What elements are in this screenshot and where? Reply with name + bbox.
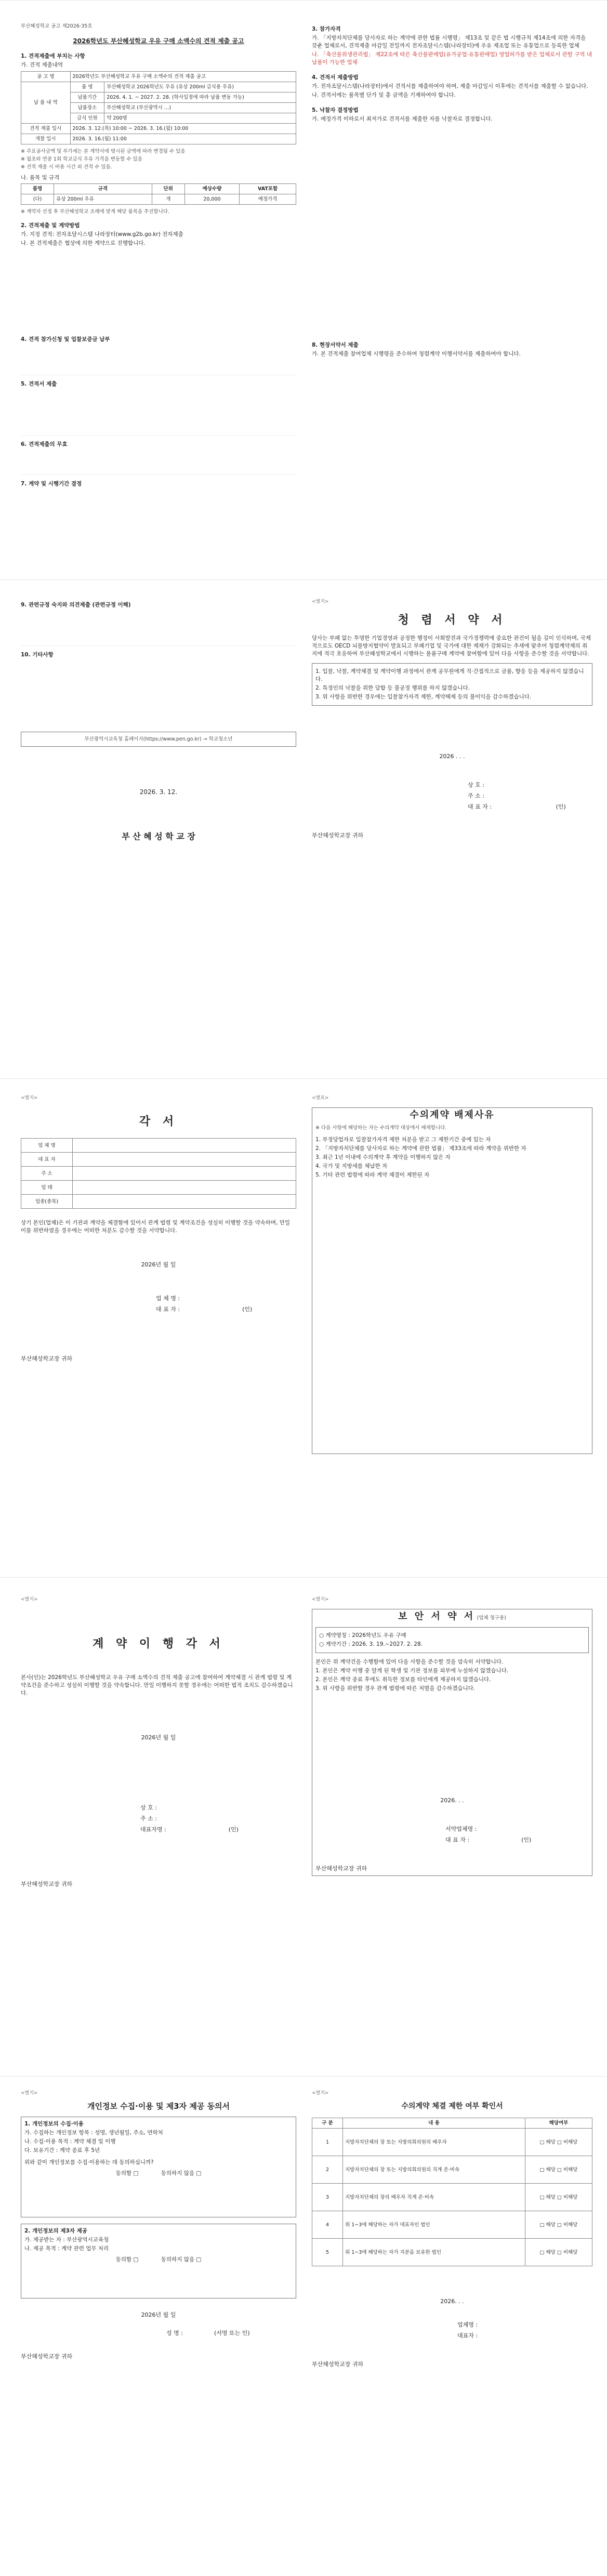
- bid-info-table: [21, 71, 296, 144]
- table-cell: 납 품 내 역: [21, 82, 71, 124]
- table-cell[interactable]: □ 해당 □ 비해당: [525, 2211, 592, 2239]
- section-4r-text-2: 나. 견적서에는 품목별 단가 및 총 금액을 기재하여야 합니다.: [312, 92, 456, 98]
- performance-pledge-title: 계 약 이 행 각 서: [93, 1637, 225, 1650]
- exclusion-title: 수의계약 배제사유: [410, 1109, 495, 1120]
- section-1-heading: 1. 견적제출에 부치는 사항: [21, 53, 85, 59]
- privacy-s1-text-3: 다. 보유기간 : 계약 종료 후 5년: [24, 2147, 100, 2154]
- announcement-page-3: [21, 598, 296, 840]
- seal-mark: (인): [228, 1826, 239, 1833]
- privacy-s1-text-1: 가. 수집하는 개인정보 항목 : 성명, 생년월일, 주소, 연락처: [24, 2130, 163, 2136]
- security-pledge-box: [312, 1609, 592, 1876]
- security-pledge-subtitle: (업체 청구용): [477, 1615, 506, 1621]
- security-item-2: 2. 본인은 계약 종료 후에도 취득한 정보를 타인에게 제공하지 않겠습니다.: [315, 1676, 491, 1683]
- table-cell[interactable]: □ 해당 □ 비해당: [525, 2129, 592, 2156]
- form-mark: <별지>: [21, 2091, 38, 2096]
- exclusion-item-3: 3. 최근 1년 이내에 수의계약 후 계약을 이행하지 않은 자: [315, 1154, 451, 1160]
- section-4r-text: 가. 전자조달시스템(나라장터)에서 견적서를 제출하여야 하며, 제출 마감일시 이후에는 견적서를 제출할 수 없습니다.: [312, 83, 588, 89]
- privacy-s1-text-2: 나. 수집·이용 목적 : 계약 체결 및 이행: [24, 2138, 116, 2145]
- table-cell: 견적 제출 일시: [21, 124, 71, 134]
- privacy-sign: [166, 2329, 296, 2337]
- sign-representative: [445, 1836, 589, 1844]
- table-cell[interactable]: □ 해당 □ 비해당: [525, 2239, 592, 2266]
- written-pledge-date: 2026년 월 일: [141, 1261, 176, 1268]
- sign-representative: [468, 803, 592, 811]
- table-header: 단위: [152, 184, 184, 194]
- security-pledge-recipient: 부산혜성학교장 귀하: [315, 1865, 367, 1872]
- table-cell: 약 200명: [104, 113, 296, 124]
- integrity-pledge-items: [312, 663, 592, 706]
- table-row: [312, 2129, 592, 2156]
- contract-name: ○ 계약명칭 : 2026학년도 우유 구매: [319, 1632, 406, 1639]
- table-cell: 예정가격: [240, 194, 296, 205]
- table-cell: 납품장소: [70, 103, 104, 113]
- exclusion-spacer: [315, 1180, 589, 1450]
- section-8-heading: 8. 현장서약서 제출: [312, 342, 359, 348]
- pledge-date: 2026 . . .: [439, 753, 465, 760]
- table-cell: [73, 1181, 296, 1195]
- sheet-3: [0, 1078, 607, 1578]
- sign-address: 주 소 :: [468, 792, 484, 799]
- table-cell: 5: [312, 2239, 343, 2266]
- sign-representative: 대표자 :: [457, 2332, 478, 2339]
- security-pledge-text: 본인은 위 계약건을 수행함에 있어 다음 사항을 준수할 것을 엄숙히 서약합니다.: [315, 1659, 504, 1665]
- sign-rep-label: 대 표 자 :: [156, 1306, 180, 1313]
- exclusion-item-2: 2. 「지방자치단체를 당사자로 하는 계약에 관한 법률」 제33조에 따라 계약을 위반한 자: [315, 1145, 526, 1152]
- section-10-heading: 10. 기타사항: [21, 652, 54, 658]
- sign-name-label: 성 명 :: [166, 2330, 183, 2336]
- sign-address: 주 소 :: [140, 1815, 157, 1822]
- security-pledge-sign: [445, 1825, 589, 1844]
- written-pledge-page: [21, 1094, 296, 1363]
- table-header: 구 분: [312, 2118, 343, 2129]
- table-cell: 업 태: [21, 1181, 73, 1195]
- privacy-s2-text-1: 가. 제공받는 자 : 부산광역시교육청: [24, 2237, 109, 2243]
- section-4-heading: 4. 견적 참가신청 및 업찰보증금 납부: [21, 336, 110, 342]
- section-5r-text: 가. 예정가격 이하로서 최저가로 견적서를 제출한 자를 낙찰자로 결정합니다.: [312, 116, 493, 122]
- privacy-s2-heading: 2. 개인정보의 제3자 제공: [24, 2228, 87, 2234]
- section-2-heading: 2. 견적제출 및 계약방법: [21, 222, 80, 229]
- written-pledge-text: 상기 본인(업체)은 이 기관과 계약을 체결함에 있어서 관계 법령 및 계약조건을 성실히 이행할 것을 약속하며, 만일 이를 위반하였을 경우에는 어떠한 처분도 감수할 것을 서약합니다.: [21, 1220, 291, 1234]
- table-cell: [73, 1139, 296, 1153]
- written-pledge-title: 각 서: [139, 1115, 178, 1128]
- seal-mark: (인): [242, 1306, 253, 1313]
- integrity-pledge-page: [312, 598, 592, 839]
- pledge-item-2: 2. 특정인의 낙찰을 위한 담합 등 불공정 행위를 하지 않겠습니다.: [315, 685, 470, 691]
- section-3-text: 가. 「지방자치단체를 당사자로 하는 계약에 관한 법률 시행령」 제13조 및 같은 법 시행규칙 제14조에 의한 자격을 갖춘 업체로서, 견적제출 마감일 전일까지 전자조달시스템(나라장터)에 우유 제조업 또는 유통업으로 등록한 업체: [312, 35, 586, 49]
- disagree-checkbox[interactable]: 동의하지 않음 □: [161, 2256, 202, 2263]
- table-cell: 개찰 일시: [21, 134, 71, 144]
- disagree-checkbox[interactable]: 동의하지 않음 □: [161, 2170, 202, 2176]
- announcement-page-1: [21, 22, 296, 488]
- table-cell: 위 1~3에 해당하는 자가 지분을 보유한 법인: [343, 2239, 525, 2266]
- announcement-date: 2026. 3. 12.: [139, 788, 178, 796]
- section-1-sub2: 나. 품목 및 규격: [21, 175, 60, 181]
- sign-company: 상 호 :: [468, 782, 484, 788]
- security-pledge-title: 보 안 서 약 서: [398, 1611, 476, 1622]
- seal-mark: (인): [521, 1837, 532, 1843]
- note-a: ※ 주요공사금액 및 부가세는 본 계약서에 명시된 금액에 따라 변경될 수 있음: [21, 149, 186, 154]
- table-cell: [73, 1195, 296, 1209]
- form-mark: <별지>: [312, 599, 329, 604]
- table-cell: 급식 인원: [70, 113, 104, 124]
- sign-company: 업체명 :: [457, 2321, 478, 2328]
- security-pledge-title-row: [315, 1613, 589, 1622]
- pledge-sign-block: [468, 781, 592, 811]
- pledge-item-3: 3. 위 사항을 위반한 경우에는 입찰참가자격 제한, 계약해제 등의 불이익을 감수하겠습니다.: [315, 694, 532, 700]
- table-cell: 2026. 3. 16.(월) 11:00: [70, 134, 296, 144]
- table-cell: 업 체 명: [21, 1139, 73, 1153]
- exclusion-head: ※ 다음 사항에 해당하는 자는 수의계약 대상에서 배제합니다.: [315, 1125, 447, 1131]
- contract-period: ○ 계약기간 : 2026. 3. 19.~2027. 2. 28.: [319, 1641, 423, 1647]
- sheet-5: [0, 2076, 607, 2576]
- sign-rep-label: 대 표 자 :: [468, 803, 492, 810]
- sheet-4: [0, 1577, 607, 2077]
- table-row: [312, 2184, 592, 2211]
- table-cell[interactable]: □ 해당 □ 비해당: [525, 2184, 592, 2211]
- security-pledge-page: [312, 1596, 592, 1876]
- privacy-agree-question: 위와 같이 개인정보를 수집·이용하는 데 동의하십니까?: [24, 2159, 154, 2165]
- restriction-check-page: [312, 2090, 592, 2368]
- section-5-heading: 5. 견적서 제출: [21, 381, 57, 387]
- table-cell: 2026. 4. 1. ~ 2027. 2. 28. (학사일정에 따라 납품 변동 가능): [104, 93, 296, 103]
- pledge-recipient: 부산혜성학교장 귀하: [312, 832, 364, 839]
- exclusion-page: [312, 1094, 592, 1454]
- restriction-table: [312, 2118, 592, 2266]
- section-6-heading: 6. 견적제출의 무효: [21, 441, 68, 447]
- seal-mark: (서명 또는 인): [214, 2330, 250, 2336]
- table-header: 내 용: [343, 2118, 525, 2129]
- section-8-text: 가. 본 견적제출 참여업체 시행령을 준수하여 청렴계약 이행서약서를 제출하여야 합니다.: [312, 351, 521, 357]
- sign-representative: [140, 1826, 296, 1833]
- exclusion-box: [312, 1107, 592, 1454]
- seal-mark: (인): [556, 803, 566, 810]
- privacy-section-2: [21, 2224, 296, 2298]
- restriction-check-title: 수의계약 체결 제한 여부 확인서: [401, 2102, 503, 2110]
- table-cell[interactable]: □ 해당 □ 비해당: [525, 2156, 592, 2184]
- privacy-s2-text-2: 나. 제공 목적 : 계약 관련 업무 처리: [24, 2245, 109, 2252]
- table-cell: 부산혜성학교 2026학년도 우유 (유상 200ml 급식용 우유): [104, 82, 296, 93]
- agree-checkbox[interactable]: 동의함 □: [115, 2256, 139, 2263]
- privacy-s1-heading: 1. 개인정보의 수집·이용: [24, 2121, 84, 2127]
- section-3-heading: 3. 참가자격: [312, 26, 341, 32]
- performance-pledge-recipient: 부산혜성학교장 귀하: [21, 1881, 73, 1887]
- note-d: ※ 계약자 선정 후 부산혜성학교 조례에 맞게 해당 품목을 추진합니다.: [21, 209, 169, 215]
- exclusion-item-5: 5. 기타 관련 법령에 따라 계약 체결이 제한된 자: [315, 1172, 430, 1178]
- agree-checkbox[interactable]: 동의함 □: [115, 2170, 139, 2176]
- table-cell: 대 표 자: [21, 1153, 73, 1167]
- company-info-table: [21, 1138, 296, 1209]
- table-header: 예상수량: [184, 184, 239, 194]
- table-cell: 유상 200ml 우유: [54, 194, 152, 205]
- table-cell: 지방자치단체의 장 또는 지방의회의원의 배우자: [343, 2129, 525, 2156]
- item-table: [21, 183, 296, 205]
- table-header: VAT포함: [240, 184, 296, 194]
- form-mark: <별지>: [312, 1597, 329, 1602]
- table-header: 해당여부: [525, 2118, 592, 2129]
- table-cell: 개: [152, 194, 184, 205]
- sign-company: 업 체 명 :: [156, 1295, 180, 1302]
- principal-name: 부 산 혜 성 학 교 장: [122, 831, 195, 841]
- security-pledge-date: 2026. . .: [440, 1797, 464, 1804]
- announcement-page-2: [312, 22, 592, 359]
- sign-rep-label: 대표자명 :: [140, 1826, 166, 1833]
- table-cell: 업종(종목): [21, 1195, 73, 1209]
- table-cell: 지방자치단체의 장의 배우자 직계 존·비속: [343, 2184, 525, 2211]
- contract-summary: [315, 1627, 589, 1653]
- spacer: [24, 2177, 293, 2214]
- performance-pledge-date: 2026년 월 일: [141, 1734, 176, 1741]
- table-cell: 지방자치단체의 장 또는 지방의회의원의 직계 존·비속: [343, 2156, 525, 2184]
- sign-company: 상 호 :: [140, 1804, 157, 1811]
- announcement-title: 2026학년도 부산혜성학교 우유 구매 소액수의 견적 제출 공고: [73, 37, 244, 45]
- restriction-recipient: 부산혜성학교장 귀하: [312, 2361, 364, 2368]
- written-pledge-sign: [156, 1294, 296, 1313]
- table-row: [312, 2211, 592, 2239]
- table-cell: 2: [312, 2156, 343, 2184]
- pledge-item-1: 1. 입찰, 낙찰, 계약체결 및 계약이행 과정에서 관계 공무원에게 직·간접적으로 금품, 향응 등을 제공하지 않겠습니다.: [315, 668, 584, 682]
- sign-rep-label: 대 표 자 :: [445, 1837, 470, 1843]
- sign-company: 서약업체명 :: [445, 1826, 477, 1832]
- form-mark: <별지>: [21, 1597, 38, 1602]
- form-mark: <별지>: [312, 2091, 329, 2096]
- privacy-consent-title: 개인정보 수집·이용 및 제3자 제공 동의서: [87, 2102, 230, 2111]
- section-2-text-2: 나. 본 견적제출은 협상에 의한 계약으로 진행합니다.: [21, 240, 146, 246]
- restriction-sign: [457, 2321, 592, 2340]
- table-cell: [73, 1167, 296, 1181]
- table-cell: 공 고 명: [21, 72, 71, 82]
- written-pledge-recipient: 부산혜성학교장 귀하: [21, 1355, 73, 1362]
- notice-box: 부산광역시교육청 홈페이지(https://www.pen.go.kr) → 학교청소년: [21, 732, 296, 747]
- exclusion-item-4: 4. 국가 및 지방세를 체납한 자: [315, 1163, 388, 1169]
- privacy-date: 2026년 월 일: [141, 2311, 176, 2318]
- section-5r-heading: 5. 낙찰자 결정방법: [312, 107, 359, 113]
- performance-pledge-page: [21, 1596, 296, 1888]
- privacy-agree-options-2: [24, 2256, 293, 2264]
- integrity-pledge-intro: 당사는 부패 없는 투명한 기업경영과 공정한 행정이 사회발전과 국가경쟁력에 중요한 관건이 됨을 깊이 인식하며, 국제적으로도 OECD 뇌물방지협약이 발효되고 부패기업 및 국가에 대한 제재가 강화되는 추세에 맞추어 청렴계약제의 취지에 적극 호응하여 부산혜성학교에서 시행하는 물품구매 계약에 참여함에 있어 다음 사항을 준수할 것을 서약합니다.: [312, 635, 591, 657]
- security-item-1: 1. 본인은 계약 이행 중 알게 된 학생 및 기관 정보를 외부에 누설하지 않겠습니다.: [315, 1668, 509, 1674]
- table-header: 품명: [21, 184, 54, 194]
- section-1-sub: 가. 견적 제출내역: [21, 62, 63, 68]
- sheet-1: [0, 0, 607, 580]
- form-mark: <별표>: [312, 1095, 329, 1101]
- table-row: [312, 2239, 592, 2266]
- table-cell: 4: [312, 2211, 343, 2239]
- form-mark: <별지>: [21, 1095, 38, 1101]
- table-cell: 1: [312, 2129, 343, 2156]
- section-9-heading: 9. 관련규정 숙지와 의견제출 (관련규정 이해): [21, 602, 131, 608]
- table-cell: 3: [312, 2184, 343, 2211]
- exclusion-item-1: 1. 부정당업자로 입찰참가자격 제한 처분을 받고 그 제한기간 중에 있는 자: [315, 1137, 491, 1143]
- integrity-pledge-title: 청 렴 서 약 서: [398, 614, 507, 627]
- sheet-2: [0, 579, 607, 1079]
- spacer: [24, 2264, 293, 2295]
- section-3-text-2: 나. 「축산물위생관리법」 제22조에 따른 축산물판매업(유가공업·유통판매업) 영업허가를 받은 업체로서 관할 구역 내 납품이 가능한 업체: [312, 51, 592, 65]
- performance-pledge-sign: [140, 1804, 296, 1833]
- table-cell: (다): [21, 194, 54, 205]
- sign-representative: [156, 1305, 296, 1313]
- table-cell: 20,000: [184, 194, 239, 205]
- note-b: ※ 월초와 연중 1회 학교급식 우유 가격을 변동할 수 있음: [21, 156, 142, 162]
- restriction-date: 2026. . .: [440, 2298, 464, 2305]
- table-cell: 2026. 3. 12.(목) 10:00 ~ 2026. 3. 16.(월) 10:00: [70, 124, 296, 134]
- section-4r-heading: 4. 견적서 제출방법: [312, 74, 359, 81]
- table-cell: [73, 1153, 296, 1167]
- table-cell: 품 명: [70, 82, 104, 93]
- privacy-section-1: [21, 2117, 296, 2217]
- table-cell: 주 소: [21, 1167, 73, 1181]
- table-cell: 위 1~3에 해당하는 자가 대표자인 법인: [343, 2211, 525, 2239]
- privacy-recipient: 부산혜성학교장 귀하: [21, 2353, 73, 2360]
- announcement-number: 부산혜성학교 공고 제2026-35호: [21, 23, 93, 29]
- table-cell: 2026학년도 부산혜성학교 우유 구매 소액수의 견적 제출 공고: [70, 72, 296, 82]
- table-header: 규격: [54, 184, 152, 194]
- privacy-agree-options: [24, 2170, 293, 2177]
- table-row: [312, 2156, 592, 2184]
- section-7-heading: 7. 계약 및 시행기간 결정: [21, 481, 82, 487]
- privacy-consent-page: [21, 2090, 296, 2360]
- table-cell: 납품기간: [70, 93, 104, 103]
- table-cell: 부산혜성학교 (부산광역시 …): [104, 103, 296, 113]
- performance-pledge-text: 본사(인)는 2026학년도 부산혜성학교 우유 구매 소액수의 견적 제출 공고에 참여하여 계약체결 시 관계 법령 및 계약조건을 준수하고 성실히 이행할 것을 약속합니다. 만일 이행하지 못할 경우에는 어떠한 법적 조치도 감수하겠습니다.: [21, 1674, 293, 1696]
- section-2-text-1: 가. 지정 견적: 전자조달시스템 나라장터(www.g2b.go.kr) 전자제출: [21, 231, 183, 237]
- security-item-3: 3. 위 사항을 위반할 경우 관계 법령에 따른 처벌을 감수하겠습니다.: [315, 1685, 476, 1692]
- note-c: ※ 견적 제출 시 비용 시간 외 견적 수 있음.: [21, 164, 112, 170]
